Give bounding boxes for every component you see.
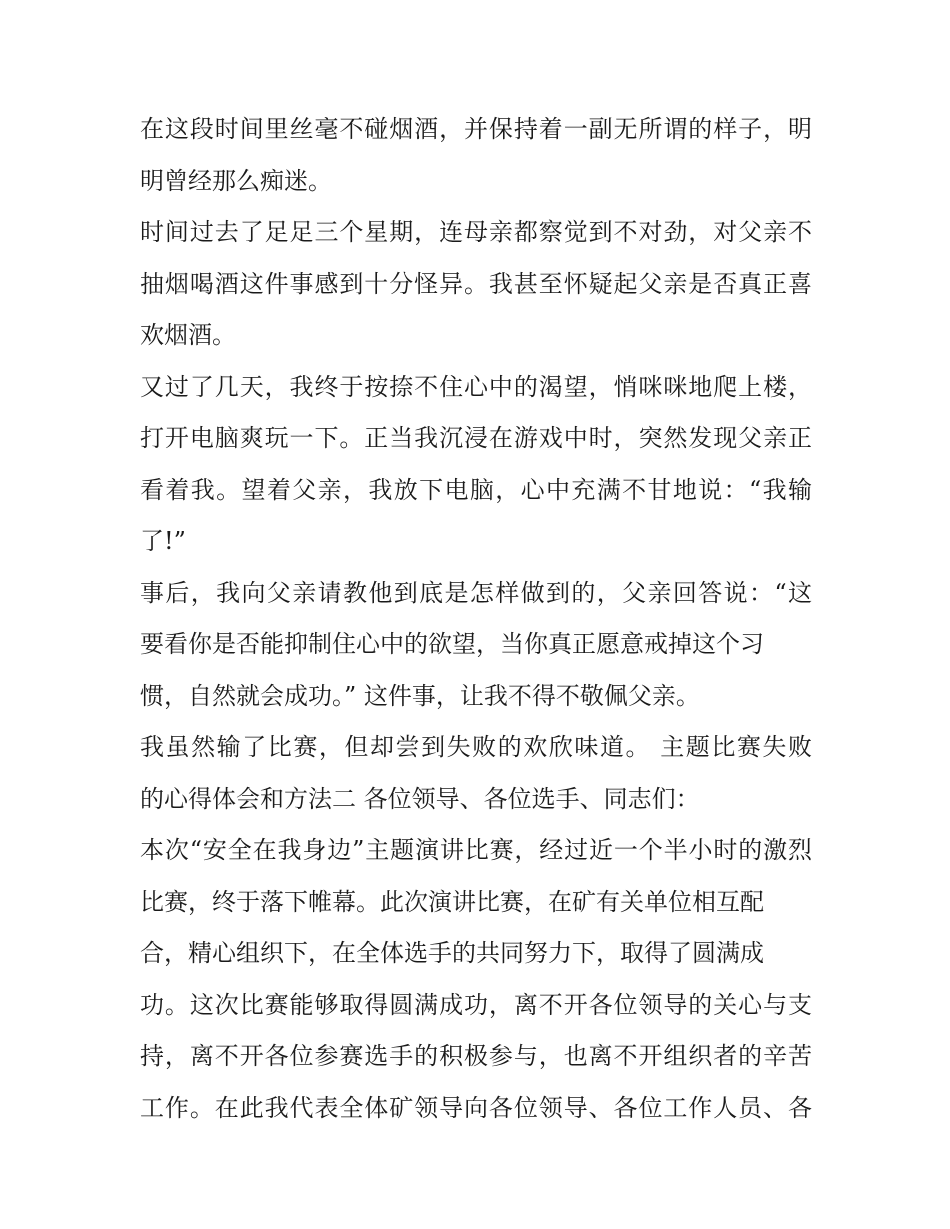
text-line: 工作。在此我代表全体矿领导向各位领导、各位工作人员、各	[140, 1093, 812, 1122]
text-line: 抽烟喝酒这件事感到十分怪异。我甚至怀疑起父亲是否真正喜	[140, 269, 812, 298]
text-line: 的心得体会和方法二 各位领导、各位选手、同志们：	[140, 784, 700, 813]
text-line: 时间过去了足足三个星期，连母亲都察觉到不对劲，对父亲不	[140, 218, 812, 246]
text-line: 在这段时间里丝毫不碰烟酒，并保持着一副无所谓的样子，明	[140, 115, 812, 143]
text-line: 欢烟酒。	[140, 321, 236, 349]
text-line: 事后，我向父亲请教他到底是怎样做到的，父亲回答说：“这	[140, 578, 812, 607]
text-line: 惯，自然就会成功。” 这件事，让我不得不敬佩父亲。	[140, 681, 700, 710]
text-line: 合，精心组织下，在全体选手的共同努力下，取得了圆满成	[140, 939, 764, 967]
text-line: 我虽然输了比赛，但却尝到失败的欢欣味道。 主题比赛失败	[140, 733, 812, 761]
text-line: 看着我。望着父亲，我放下电脑，心中充满不甘地说：“我输	[140, 475, 812, 504]
text-line: 要看你是否能抑制住心中的欲望，当你真正愿意戒掉这个习	[140, 630, 764, 658]
text-line: 持，离不开各位参赛选手的积极参与，也离不开组织者的辛苦	[140, 1042, 812, 1070]
text-line: 明曾经那么痴迷。	[140, 166, 332, 195]
text-line: 比赛，终于落下帷幕。此次演讲比赛，在矿有关单位相互配	[140, 887, 764, 916]
text-line: 打开电脑爽玩一下。正当我沉浸在游戏中时，突然发现父亲正	[140, 424, 812, 452]
text-line: 本次“安全在我身边”主题演讲比赛，经过近一个半小时的激烈	[140, 836, 812, 864]
text-line: 了!”	[140, 527, 186, 555]
text-line: 功。这次比赛能够取得圆满成功，离不开各位领导的关心与支	[140, 990, 812, 1019]
document-body	[140, 104, 812, 1134]
text-line: 又过了几天，我终于按捺不住心中的渴望，悄咪咪地爬上楼，	[140, 372, 812, 401]
